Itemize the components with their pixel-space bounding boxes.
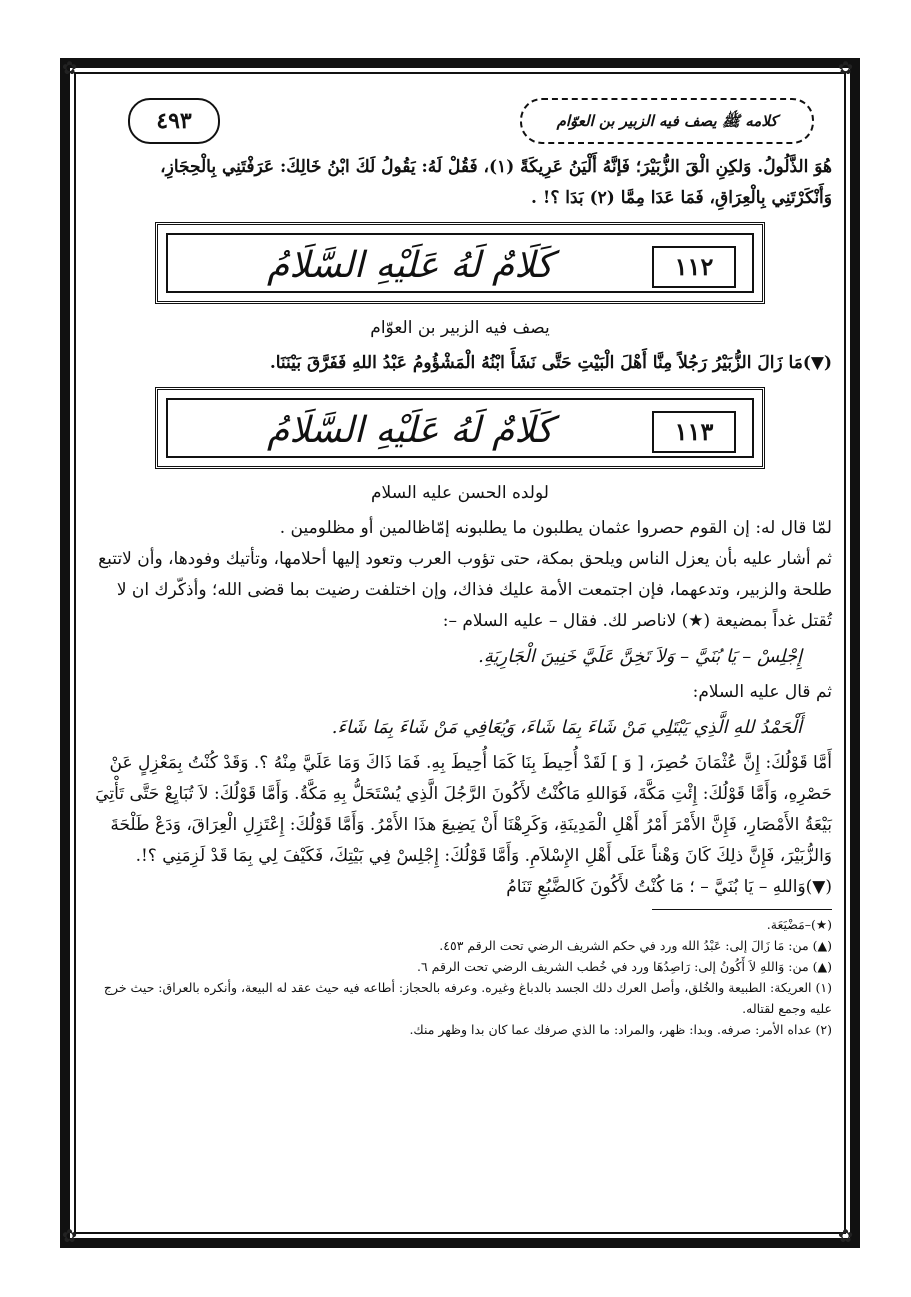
paragraph: لمّا قال له: إن القوم حصروا عثمان يطلبون ما يطلبونه إمّاظالمين أو مظلومين . (279, 518, 832, 538)
quote: أَلْحَمْدُ للهِ الَّذِي يَبْتَلِي مَنْ شَاءَ بِمَا شَاءَ، وَيُعَافِي مَنْ شَاءَ بِمَا شَاءَ. (331, 717, 802, 738)
section-heading: كَلَامٌ لَهُ عَلَيْهِ السَّلَامُ (267, 410, 553, 451)
paragraph: ثم أشار عليه بأن يعزل الناس ويلحق بمكة، حتى تؤوب العرب وتعود إليها أحلامها، وتأتيك وفودها، وأن لاتتبع طلحة والزبير، وتدعهما، فإن اجتمعت الأمة عليك فذاك، وإن اختلفت رضيت بما قضى الله؛ وأذكّرك ان لا تُقتل غداً بمضيعة (★) لاناصر لك. فقال – عليه السلام –: (98, 549, 832, 631)
banner-inner-frame (166, 233, 754, 293)
page-content (88, 92, 832, 1220)
intro-line-1: هُوَ الذَّلُولُ. وَلكِنِ الْقَ الزُّبَيْرَ؛ فَإنَّهُ أَلْيَنُ عَرِيكَةً (١)، فَقُلْ لَهُ: يَقُولُ لَكَ ابْنُ خَالِكَ: عَرَفْتَنِي بِالْحِجَازِ، (160, 157, 832, 177)
banner-inner-frame (166, 398, 754, 458)
footnote: (١) العريكة: الطبيعة والخُلق، وأصل العرك دلك الجسد بالدباغ وغيره. وعرفه بالحجاز: أطاعه فيه حيث عقد له البيعة، وأنكره بالعراق: حيث خرج عليه وجمع لقتاله. (103, 980, 832, 1016)
flower-ornament-icon: ✿ (62, 1226, 78, 1247)
footnote: (▲) من: وَاللهِ لاَ أَكُونُ إلى: رَاصِدُهَا ورد في خُطب الشريف الرضي تحت الرقم ٦. (416, 959, 832, 974)
running-title: كلامه ﷺ يصف فيه الزبير بن العوّام (520, 98, 814, 144)
flower-ornament-icon: ✿ (62, 58, 78, 79)
footnote: (★)–مَضْيَعَة. (766, 917, 832, 932)
paragraph: ثم قال عليه السلام: (692, 682, 832, 702)
section-number: ١١٢ (652, 246, 736, 288)
intro-line-2: وَأَنْكَرْتَنِي بِالْعِرَاقِ، فَمَا عَدَا مِمَّا (٢) بَدَا ؟! . (531, 188, 832, 208)
footnote: (٢) عداه الأمر: صرفه. وبدا: ظهر، والمراد: ما الذي صرفك عما كان بدا وظهر منك. (409, 1022, 832, 1037)
page-number: ٤٩٣ (128, 98, 220, 144)
section-banner-113 (155, 387, 765, 469)
section-banner-112 (155, 222, 765, 304)
section-subtitle: لولده الحسن عليه السلام (371, 483, 549, 503)
paragraph: أَمَّا قَوْلُكَ: إِنَّ عُثْمَانَ حُصِرَ، [ وَ ] لَقَدْ أُحِيطَ بِنَا كَمَا أُحِيطَ بِهِ. فَمَا ذَاكَ وَمَا عَلَيَّ مِنْهُ ؟. وَقَدْ كُنْتُ بِمَعْزِلٍ عَنْ حَصْرِهِ، وَأَمَّا قَوْلُكَ: إِئْتِ مَكَّةَ، فَوَاللهِ مَاكُنْتُ لأَكُونَ الرَّجُلَ الَّذِي يُسْتَحَلُّ بِهِ مَكَّةُ. وَأَمَّا قَوْلُكَ: لاَ تُبَايِعْ حَتَّى تَأْتِيَ بَيْعَةُ الأَمْصَارِ، فَإِنَّ الأَمْرَ أَمْرُ أَهْلِ الْمَدِينَةِ، وَكَرِهْنَا أَنْ يَضِيعَ هذَا الأَمْرُ. وَأَمَّا قَوْلُكَ: إِعْتَزِلِ الْعِرَاقَ، وَدَعْ طَلْحَةَ وَالزُّبَيْرَ، فَإِنَّ ذلِكَ كَانَ وَهْناً عَلَى أَهْلِ الإِسْلاَمِ. وَأَمَّا قَوْلُكَ: إِجْلِسْ فِي بَيْتِكَ، فَكَيْفَ لِي بِمَا قَدْ لَزِمَنِي ؟!. (▼)وَاللهِ – يَا بُنَيَّ – ؛ مَا كُنْتُ لأَكُونَ كَالضَّبُعِ تَنَامُ (95, 753, 832, 897)
footnote: (▲) من: مَا زَالَ إلى: عَبْدُ الله ورد في حكم الشريف الرضي تحت الرقم ٤٥٣. (439, 938, 832, 953)
section-heading: كَلَامٌ لَهُ عَلَيْهِ السَّلَامُ (267, 245, 553, 286)
flower-ornament-icon: ✿ (838, 1226, 854, 1247)
flower-ornament-icon: ✿ (838, 58, 854, 79)
section-112-text: (▼)مَا زَالَ الزُّبَيْرُ رَجُلاً مِنَّا أَهْلَ الْبَيْتِ حَتَّى نَشَأَ ابْنُهُ الْمَشْؤُومُ عَبْدُ اللهِ فَفَرَّقَ بَيْنَنَا. (269, 353, 832, 373)
page-header (88, 92, 832, 152)
section-number: ١١٣ (652, 411, 736, 453)
section-subtitle: يصف فيه الزبير بن العوّام (370, 318, 550, 338)
footnote-divider (652, 909, 832, 910)
quote: إِجْلِسْ – يَا بُنَيَّ – وَلاَ تَخِنَّ عَلَيَّ خَنِينَ الْجَارِيَةِ. (478, 646, 802, 667)
